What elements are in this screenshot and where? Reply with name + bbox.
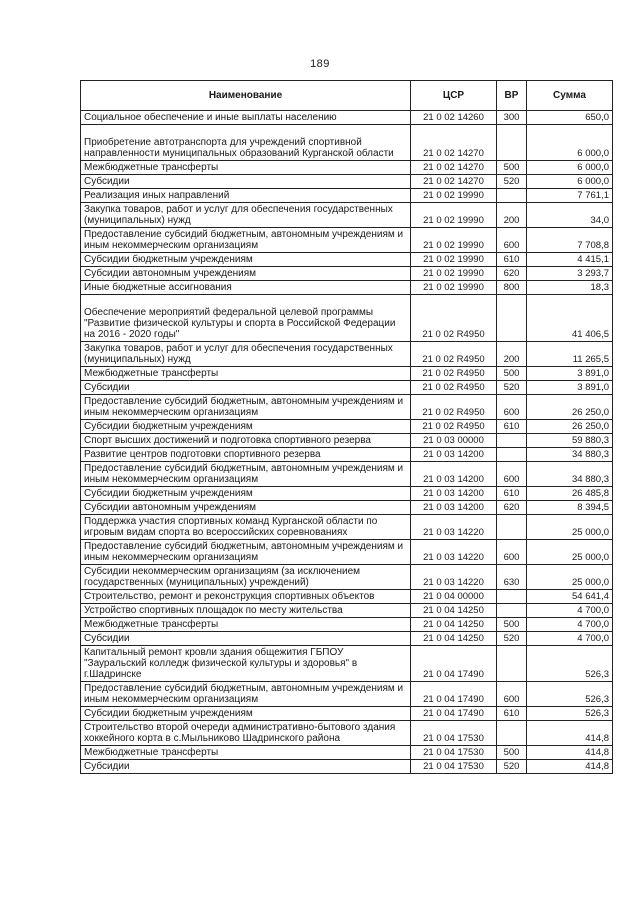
cell-name: Спорт высших достижений и подготовка спортивного резерва (81, 434, 411, 448)
cell-csr: 21 0 02 R4950 (411, 367, 497, 381)
cell-name: Устройство спортивных площадок по месту жительства (81, 604, 411, 618)
cell-vr (497, 434, 527, 448)
cell-csr: 21 0 04 17490 (411, 682, 497, 707)
cell-csr: 21 0 03 14200 (411, 462, 497, 487)
table-body (81, 111, 613, 774)
cell-name: Субсидии бюджетным учреждениям (81, 707, 411, 721)
table-row (81, 462, 613, 487)
cell-name: Субсидии автономным учреждениям (81, 501, 411, 515)
cell-sum: 4 415,1 (527, 253, 613, 267)
table-row (81, 540, 613, 565)
cell-vr: 520 (497, 760, 527, 774)
cell-csr: 21 0 04 17530 (411, 746, 497, 760)
table-row (81, 707, 613, 721)
cell-sum: 3 891,0 (527, 367, 613, 381)
cell-csr: 21 0 02 19990 (411, 189, 497, 203)
table-row (81, 434, 613, 448)
cell-name: Субсидии бюджетным учреждениям (81, 487, 411, 501)
cell-sum: 8 394,5 (527, 501, 613, 515)
cell-name: Субсидии бюджетным учреждениям (81, 420, 411, 434)
cell-name: Субсидии (81, 632, 411, 646)
cell-vr: 600 (497, 682, 527, 707)
cell-vr: 520 (497, 175, 527, 189)
table-header-row (81, 81, 613, 111)
table-row (81, 746, 613, 760)
cell-vr (497, 515, 527, 540)
cell-csr: 21 0 02 14270 (411, 125, 497, 161)
cell-sum: 526,3 (527, 707, 613, 721)
table-row (81, 590, 613, 604)
cell-sum: 3 891,0 (527, 381, 613, 395)
cell-name: Поддержка участия спортивных команд Курганской области по игровым видам спорта во всероссийских соревнованиях (81, 515, 411, 540)
cell-name: Межбюджетные трансферты (81, 161, 411, 175)
table-row (81, 381, 613, 395)
table-row (81, 565, 613, 590)
cell-sum: 6 000,0 (527, 161, 613, 175)
cell-vr (497, 604, 527, 618)
cell-csr: 21 0 02 R4950 (411, 381, 497, 395)
table-row (81, 189, 613, 203)
table-row (81, 760, 613, 774)
cell-sum: 414,8 (527, 760, 613, 774)
table-row (81, 448, 613, 462)
table-row (81, 281, 613, 295)
cell-name: Закупка товаров, работ и услуг для обеспечения государственных (муниципальных) нужд (81, 203, 411, 228)
cell-vr: 200 (497, 342, 527, 367)
cell-sum: 11 265,5 (527, 342, 613, 367)
cell-sum: 4 700,0 (527, 632, 613, 646)
cell-name: Предоставление субсидий бюджетным, автономным учреждениям и иным некоммерческим организациям (81, 540, 411, 565)
cell-csr: 21 0 04 17490 (411, 707, 497, 721)
cell-csr: 21 0 04 14250 (411, 618, 497, 632)
column-header-sum: Сумма (527, 81, 613, 111)
cell-vr: 620 (497, 501, 527, 515)
cell-sum: 6 000,0 (527, 125, 613, 161)
cell-csr: 21 0 04 17530 (411, 721, 497, 746)
table-row (81, 604, 613, 618)
cell-sum: 26 485,8 (527, 487, 613, 501)
cell-vr (497, 590, 527, 604)
cell-vr (497, 295, 527, 342)
cell-name: Межбюджетные трансферты (81, 367, 411, 381)
table-row (81, 487, 613, 501)
cell-csr: 21 0 03 14220 (411, 540, 497, 565)
table-row (81, 125, 613, 161)
table-row (81, 161, 613, 175)
table-row (81, 682, 613, 707)
cell-name: Реализация иных направлений (81, 189, 411, 203)
table-row (81, 515, 613, 540)
cell-sum: 3 293,7 (527, 267, 613, 281)
table-row (81, 203, 613, 228)
cell-vr (497, 721, 527, 746)
table-row (81, 111, 613, 125)
table-row (81, 295, 613, 342)
cell-sum: 18,3 (527, 281, 613, 295)
cell-name: Межбюджетные трансферты (81, 746, 411, 760)
cell-name: Капитальный ремонт кровли здания общежития ГБПОУ "Зауральский колледж физической культуры и здоровья" в г.Шадринске (81, 646, 411, 682)
cell-sum: 650,0 (527, 111, 613, 125)
cell-name: Субсидии автономным учреждениям (81, 267, 411, 281)
cell-csr: 21 0 03 14220 (411, 515, 497, 540)
cell-csr: 21 0 02 R4950 (411, 342, 497, 367)
cell-sum: 34,0 (527, 203, 613, 228)
cell-csr: 21 0 02 R4950 (411, 395, 497, 420)
cell-csr: 21 0 02 19990 (411, 253, 497, 267)
cell-csr: 21 0 03 14200 (411, 448, 497, 462)
cell-csr: 21 0 02 19990 (411, 281, 497, 295)
cell-name: Развитие центров подготовки спортивного резерва (81, 448, 411, 462)
cell-vr: 800 (497, 281, 527, 295)
table-row (81, 253, 613, 267)
cell-name: Строительство, ремонт и реконструкция спортивных объектов (81, 590, 411, 604)
cell-sum: 414,8 (527, 746, 613, 760)
column-header-csr: ЦСР (411, 81, 497, 111)
cell-name: Субсидии (81, 381, 411, 395)
cell-csr: 21 0 03 14200 (411, 501, 497, 515)
cell-csr: 21 0 04 00000 (411, 590, 497, 604)
cell-vr (497, 448, 527, 462)
cell-vr: 620 (497, 267, 527, 281)
cell-vr: 300 (497, 111, 527, 125)
cell-csr: 21 0 02 19990 (411, 203, 497, 228)
cell-sum: 54 641,4 (527, 590, 613, 604)
cell-name: Иные бюджетные ассигнования (81, 281, 411, 295)
table-row (81, 420, 613, 434)
cell-name: Социальное обеспечение и иные выплаты населению (81, 111, 411, 125)
cell-name: Межбюджетные трансферты (81, 618, 411, 632)
cell-sum: 34 880,3 (527, 462, 613, 487)
cell-sum: 526,3 (527, 646, 613, 682)
cell-sum: 6 000,0 (527, 175, 613, 189)
cell-vr: 610 (497, 487, 527, 501)
cell-csr: 21 0 02 R4950 (411, 420, 497, 434)
cell-sum: 414,8 (527, 721, 613, 746)
cell-csr: 21 0 02 14270 (411, 161, 497, 175)
cell-name: Субсидии бюджетным учреждениям (81, 253, 411, 267)
cell-vr (497, 646, 527, 682)
cell-name: Предоставление субсидий бюджетным, автономным учреждениям и иным некоммерческим организациям (81, 682, 411, 707)
table-row (81, 367, 613, 381)
cell-csr: 21 0 02 14260 (411, 111, 497, 125)
column-header-name: Наименование (81, 81, 411, 111)
cell-vr: 200 (497, 203, 527, 228)
cell-name: Строительство второй очереди административно-бытового здания хоккейного корта в с.Мыльниково Шадринского района (81, 721, 411, 746)
cell-csr: 21 0 03 00000 (411, 434, 497, 448)
cell-name: Субсидии некоммерческим организациям (за исключением государственных (муниципальных) учреждений) (81, 565, 411, 590)
page-number: 189 (310, 58, 330, 70)
cell-csr: 21 0 04 14250 (411, 632, 497, 646)
cell-csr: 21 0 02 19990 (411, 267, 497, 281)
budget-table (80, 80, 613, 774)
cell-sum: 526,3 (527, 682, 613, 707)
cell-vr: 500 (497, 746, 527, 760)
cell-sum: 34 880,3 (527, 448, 613, 462)
cell-csr: 21 0 02 19990 (411, 228, 497, 253)
cell-csr: 21 0 02 14270 (411, 175, 497, 189)
cell-csr: 21 0 04 14250 (411, 604, 497, 618)
cell-vr: 520 (497, 632, 527, 646)
cell-sum: 7 708,8 (527, 228, 613, 253)
cell-vr: 600 (497, 395, 527, 420)
cell-sum: 41 406,5 (527, 295, 613, 342)
cell-csr: 21 0 03 14220 (411, 565, 497, 590)
cell-vr: 500 (497, 161, 527, 175)
cell-name: Субсидии (81, 760, 411, 774)
cell-csr: 21 0 03 14200 (411, 487, 497, 501)
table-row (81, 228, 613, 253)
cell-vr: 610 (497, 253, 527, 267)
table-row (81, 646, 613, 682)
cell-sum: 25 000,0 (527, 565, 613, 590)
cell-vr: 610 (497, 420, 527, 434)
cell-name: Предоставление субсидий бюджетным, автономным учреждениям и иным некоммерческим организациям (81, 395, 411, 420)
cell-name: Приобретение автотранспорта для учреждений спортивной направленности муниципальных образований Курганской области (81, 125, 411, 161)
cell-sum: 4 700,0 (527, 604, 613, 618)
cell-vr (497, 189, 527, 203)
cell-csr: 21 0 04 17490 (411, 646, 497, 682)
table-row (81, 618, 613, 632)
table-row (81, 342, 613, 367)
cell-name: Обеспечение мероприятий федеральной целевой программы "Развитие физической культуры и спорта в Российской Федерации на 2016 - 2020 годы" (81, 295, 411, 342)
cell-vr: 600 (497, 462, 527, 487)
table-row (81, 395, 613, 420)
table-row (81, 632, 613, 646)
cell-vr: 500 (497, 367, 527, 381)
cell-vr: 500 (497, 618, 527, 632)
cell-sum: 4 700,0 (527, 618, 613, 632)
cell-name: Субсидии (81, 175, 411, 189)
table-row (81, 267, 613, 281)
cell-vr (497, 125, 527, 161)
cell-sum: 25 000,0 (527, 540, 613, 565)
cell-csr: 21 0 02 R4950 (411, 295, 497, 342)
cell-sum: 26 250,0 (527, 420, 613, 434)
cell-vr: 520 (497, 381, 527, 395)
cell-name: Предоставление субсидий бюджетным, автономным учреждениям и иным некоммерческим организациям (81, 228, 411, 253)
cell-sum: 59 880,3 (527, 434, 613, 448)
cell-vr: 610 (497, 707, 527, 721)
cell-sum: 7 761,1 (527, 189, 613, 203)
table-row (81, 501, 613, 515)
column-header-vr: ВР (497, 81, 527, 111)
cell-csr: 21 0 04 17530 (411, 760, 497, 774)
cell-sum: 26 250,0 (527, 395, 613, 420)
cell-vr: 600 (497, 540, 527, 565)
table-row (81, 721, 613, 746)
table-row (81, 175, 613, 189)
cell-name: Предоставление субсидий бюджетным, автономным учреждениям и иным некоммерческим организациям (81, 462, 411, 487)
cell-sum: 25 000,0 (527, 515, 613, 540)
cell-vr: 630 (497, 565, 527, 590)
cell-vr: 600 (497, 228, 527, 253)
cell-name: Закупка товаров, работ и услуг для обеспечения государственных (муниципальных) нужд (81, 342, 411, 367)
